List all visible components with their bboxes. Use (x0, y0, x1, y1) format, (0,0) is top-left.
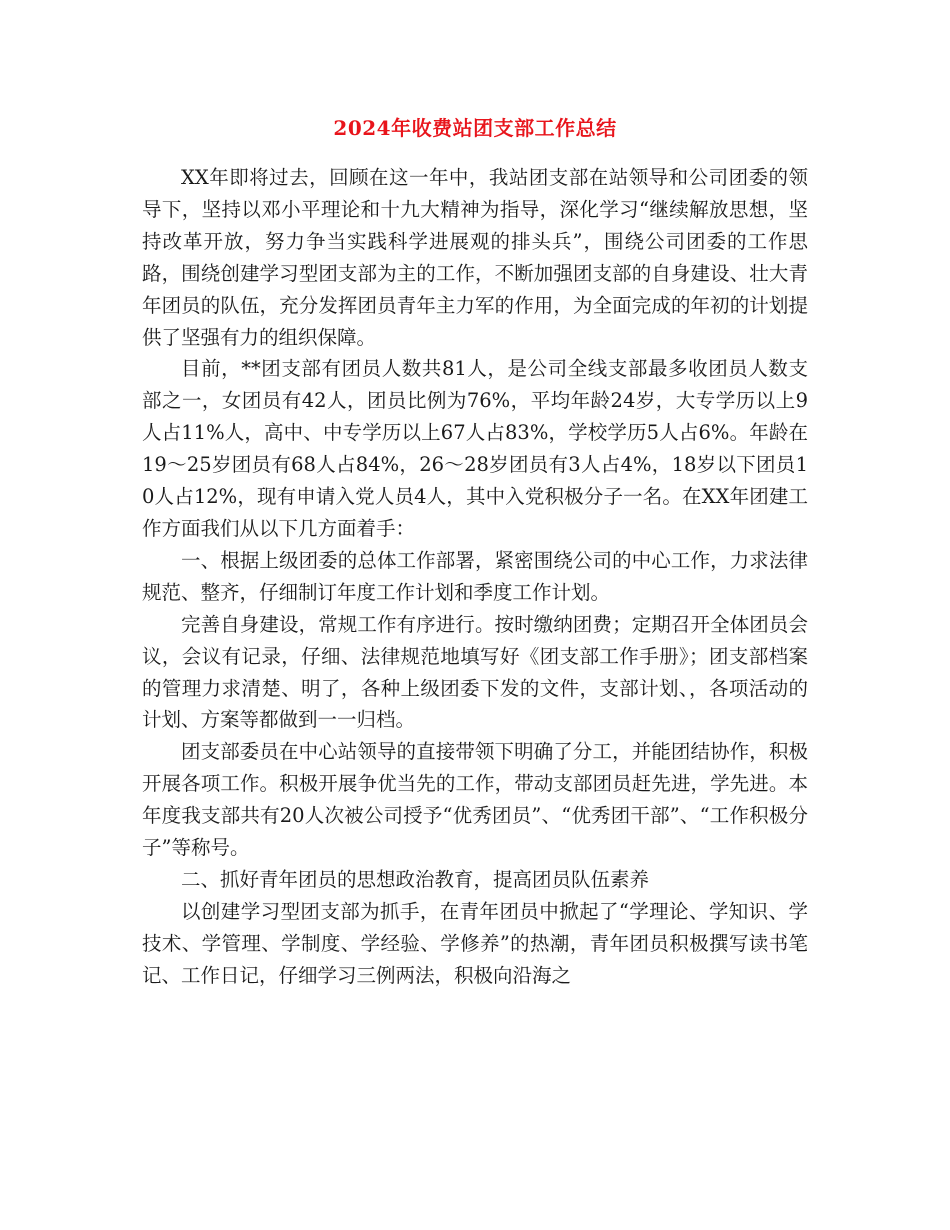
paragraph-1: XX年即将过去，回顾在这一年中，我站团支部在站领导和公司团委的领导下，坚持以邓小平理论和十九大精神为指导，深化学习“继续解放思想，坚持改革开放，努力争当实践科学进展观的排头兵”，围绕公司团委的工作思路，围绕创建学习型团支部为主的工作，不断加强团支部的自身建设、壮大青年团员的队伍，充分发挥团员青年主力军的作用，为全面完成的年初的计划提供了坚强有力的组织保障。 (142, 166, 808, 349)
paragraph-7: 以创建学习型团支部为抓手，在青年团员中掀起了“学理论、学知识、学技术、学管理、学制度、学经验、学修养”的热潮，青年团员积极撰写读书笔记、工作日记，仔细学习三例两法，积极向沿海之 (142, 899, 808, 987)
paragraph-3: 一、根据上级团委的总体工作部署，紧密围绕公司的中心工作，力求法律规范、整齐，仔细制订年度工作计划和季度工作计划。 (142, 548, 808, 604)
paragraph-2: 目前，**团支部有团员人数共81人，是公司全线支部最多收团员人数支部之一，女团员有42人，团员比例为76%，平均年龄24岁，大专学历以上9人占11%人，高中、中专学历以上67人占83%，学校学历5人占6%。年龄在19～25岁团员有68人占84%，26～28岁团员有3人占4%，18岁以下团员10人占12%，现有申请入党人员4人，其中入党积极分子一名。在XX年团建工作方面我们从以下几方面着手： (142, 357, 808, 540)
document-title: 2024年收费站团支部工作总结 (333, 116, 617, 140)
paragraph-4: 完善自身建设，常规工作有序进行。按时缴纳团费；定期召开全体团员会议，会议有记录，仔细、法律规范地填写好《团支部工作手册》；团支部档案的管理力求清楚、明了，各种上级团委下发的文件，支部计划、，各项活动的计划、方案等都做到一一归档。 (142, 612, 808, 732)
section-heading-2: 二、抓好青年团员的思想政治教育，提高团员队伍素养 (181, 867, 650, 891)
paragraph-5: 团支部委员在中心站领导的直接带领下明确了分工，并能团结协作，积极开展各项工作。积极开展争优当先的工作，带动支部团员赶先进，学先进。本年度我支部共有20人次被公司授予“优秀团员”、“优秀团干部”、“工作积极分子”等称号。 (142, 740, 808, 860)
document-page (142, 112, 808, 992)
